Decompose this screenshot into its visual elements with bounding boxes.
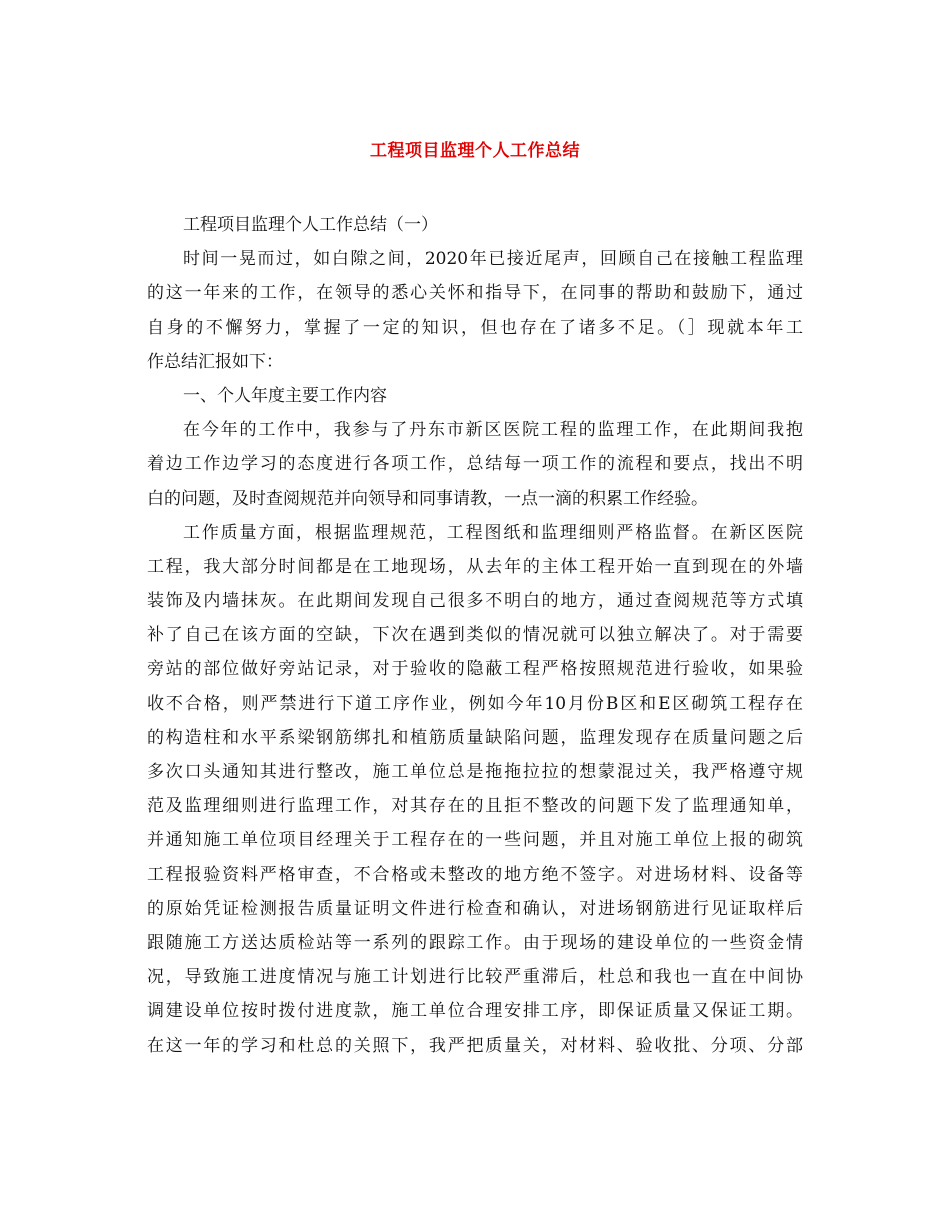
text-line: 自身的不懈努力，掌握了一定的知识，但也存在了诸多不足。（］现就本年工 bbox=[147, 317, 803, 338]
text-line: 的构造柱和水平系梁钢筋绑扎和植筋质量缺陷问题，监理发现存在质量问题之后 bbox=[147, 727, 803, 748]
document-title: 工程项目监理个人工作总结 bbox=[370, 141, 580, 161]
text-line: 旁站的部位做好旁站记录，对于验收的隐蔽工程严格按照规范进行验收，如果验 bbox=[147, 659, 803, 680]
text-line: 白的问题，及时查阅规范并向领导和同事请教，一点一滴的积累工作经验。 bbox=[147, 488, 708, 509]
text-line: 时间一晃而过，如白隙之间，2020年已接近尾声，回顾自己在接触工程监理 bbox=[183, 249, 803, 270]
text-line: 在今年的工作中，我参与了丹东市新区医院工程的监理工作，在此期间我抱 bbox=[183, 420, 803, 441]
text-line: 补了自己在该方面的空缺，下次在遇到类似的情况就可以独立解决了。对于需要 bbox=[147, 625, 803, 646]
text-line: 况，导致施工进度情况与施工计划进行比较严重滞后，杜总和我也一直在中间协 bbox=[147, 967, 803, 988]
text-line: 着边工作边学习的态度进行各项工作，总结每一项工作的流程和要点，找出不明 bbox=[147, 454, 803, 475]
text-line: 工程项目监理个人工作总结（一） bbox=[183, 215, 438, 235]
text-line: 工程，我大部分时间都是在工地现场，从去年的主体工程开始一直到现在的外墙 bbox=[147, 556, 803, 577]
document-body bbox=[147, 208, 803, 1063]
text-line: 并通知施工单位项目经理关于工程存在的一些问题，并且对施工单位上报的砌筑 bbox=[147, 830, 803, 851]
text-line: 跟随施工方送达质检站等一系列的跟踪工作。由于现场的建设单位的一些资金情 bbox=[147, 932, 803, 953]
text-line: 工程报验资料严格审查，不合格或未整改的地方绝不签字。对进场材料、设备等 bbox=[147, 864, 803, 885]
text-line: 一、个人年度主要工作内容 bbox=[183, 385, 387, 406]
text-line: 装饰及内墙抹灰。在此期间发现自己很多不明白的地方，通过查阅规范等方式填 bbox=[147, 591, 803, 612]
text-line: 多次口头通知其进行整改，施工单位总是拖拖拉拉的想蒙混过关，我严格遵守规 bbox=[147, 762, 803, 782]
text-line: 范及监理细则进行监理工作，对其存在的且拒不整改的问题下发了监理通知单， bbox=[147, 796, 803, 817]
text-line: 调建设单位按时拨付进度款，施工单位合理安排工序，即保证质量又保证工期。 bbox=[147, 1001, 803, 1022]
text-line: 作总结汇报如下： bbox=[147, 351, 283, 372]
text-line: 在这一年的学习和杜总的关照下，我严把质量关，对材料、验收批、分项、分部 bbox=[147, 1035, 803, 1056]
text-line: 工作质量方面，根据监理规范，工程图纸和监理细则严格监督。在新区医院 bbox=[183, 522, 803, 543]
text-line: 收不合格，则严禁进行下道工序作业，例如今年10月份B区和E区砌筑工程存在 bbox=[147, 693, 803, 714]
text-line: 的原始凭证检测报告质量证明文件进行检查和确认，对进场钢筋进行见证取样后 bbox=[147, 898, 803, 919]
text-line: 的这一年来的工作，在领导的悉心关怀和指导下，在同事的帮助和鼓励下，通过 bbox=[147, 283, 803, 304]
